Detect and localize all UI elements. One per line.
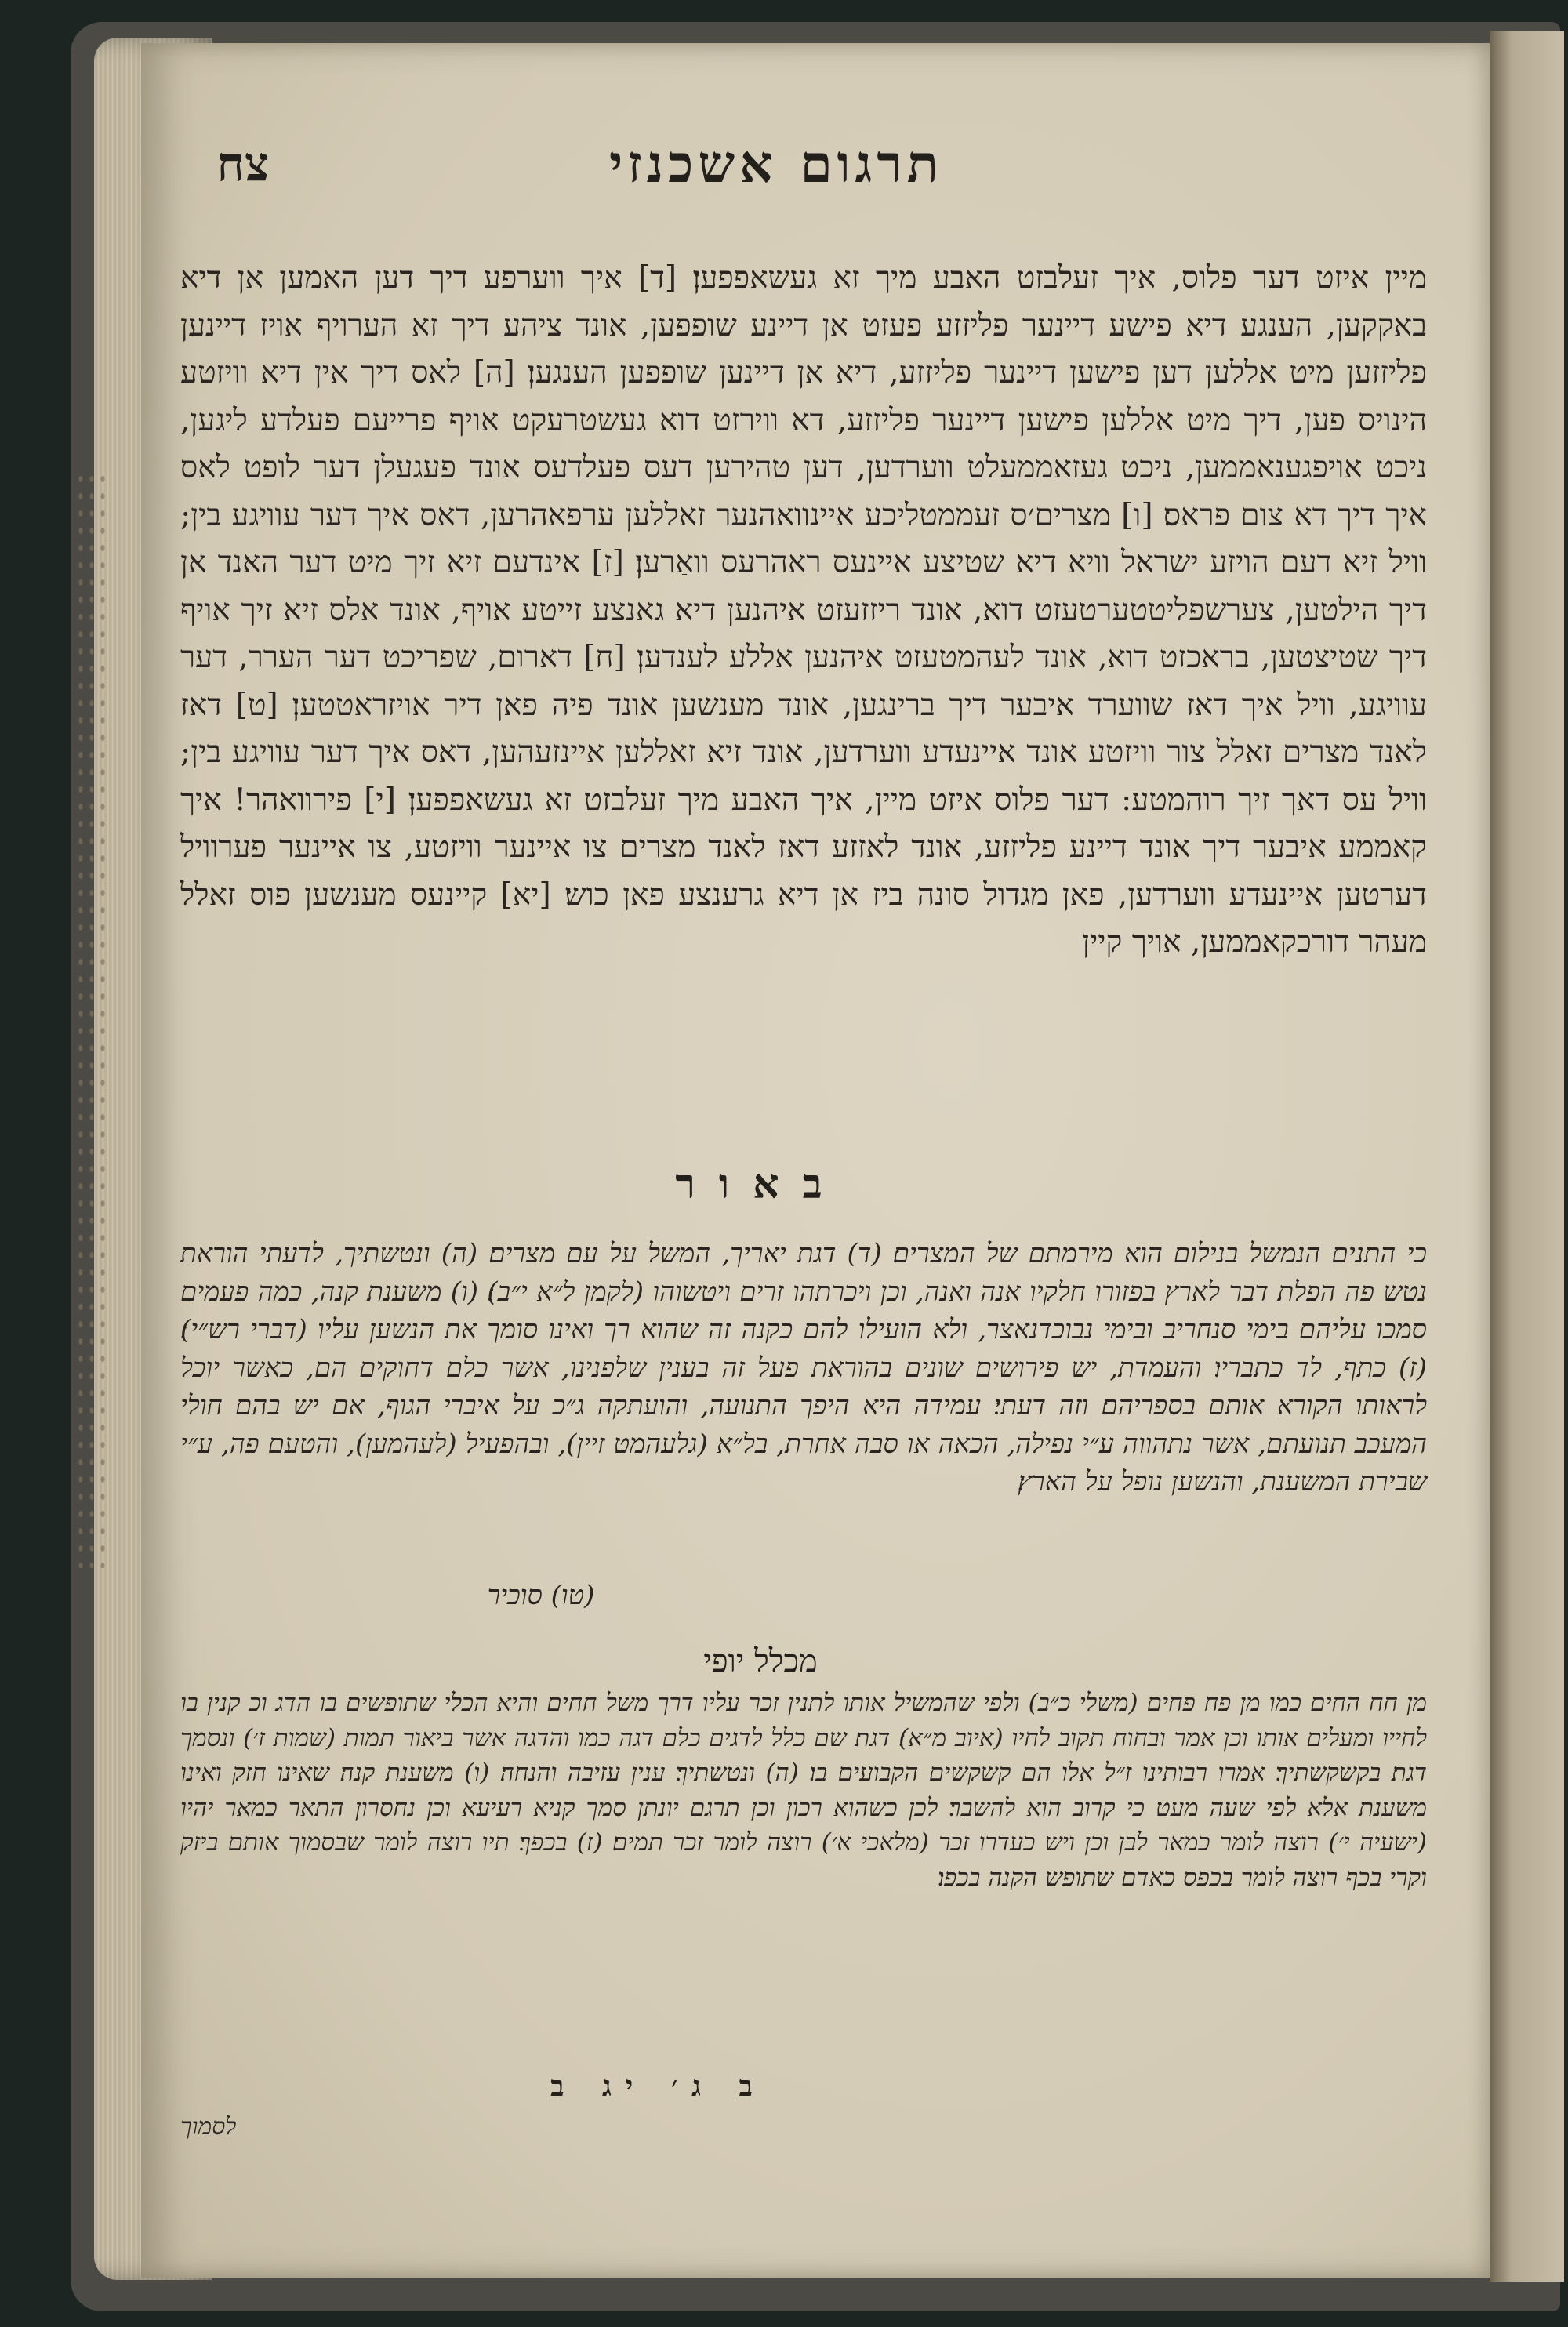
secondary-commentary: מן חח החים כמו מן פח פחים (משלי כ״ב) ולפי שהמשיל אותו לתנין זכר עליו דרך משל חחים והיא הכלי שתופשים בו הדג וכ קנין בו לחייו ומעלים אותו וכן אמר ובחוח תקוב לחיו (איוב מ״א)׃ דגת׃ שם כלל לדגים כלם דגה כמו והדגה אשר ביאור תמות (שמות ז׳) ונסמך דגת׃ בקשקשתיך׃ אמרו רבותינו ז״ל אלו הם קשקשים הקבועים בו׃ (ה) ונטשתיך׃ ענין עזיבה והנחה׃ (ו) משענת קנה׃ שאינו חזק ואינו משענת אלא לפי שעה מעט כי קרוב הוא להשבר׃ לכן כשהוא רכון וכן תרגם יונתן סמך קניא רעיעא וכן נחסרון התאר כמאר יהיו (ישעיה י׳) רוצה לומר כמאר לבן וכן ויש כעדרו זכר (מלאכי א׳) רוצה לומר זכר תמים׃ (ז) בכפך׃ תיו רוצה לומר שבסמוך אותם ביזק וקרי בכף רוצה לומר בכפס כאדם שתופש הקנה בכפו׃ (180, 1689, 1427, 1892)
facing-page (1490, 31, 1564, 2282)
main-text: מיין איזט דער פלוס, איך זעלבזט האבע מיך זא געשאפפען׃ [ד] איך ווערפע דיך דען האמען אן דיא באקקען, הענגע דיא פישע דיינער פליזזע פעזט אן דיינע שופפען, אונד ציהע דיך זא הערויף אויז דיינען פליזזען מיט אללען דען פישען דיינער פליזזע, דיא אן דיינען שופפען הענגען׃ [ה] לאס דיך אין דיא וויזטע הינויס פען, דיך מיט אללען פישען דיינער פליזזע, דא ווירזט דוא געשטרעקט אויף פרייעם פעלדע ליגען, ניכט אויפגענאממען, ניכט געזאממעלט ווערדען, דען טהירען דעס פעלדעס אונד פעגעלן דער לופט לאס איך דיך דא צום פראס׃ [ו] מצרים׳ס זעממטליכע איינוואהנער זאללען ערפאהרען, דאס איך דער עוויגע בין; וויל זיא דעם הויזע ישראל וויא דיא שטיצע איינעס ראהרעס וואַרען׃ [ז] אינדעם זיא זיך מיט דער האנד אן דיך הילטען, צערשפליטטערטעזט דוא, אונד ריזזעזט איהנען דיא גאנצע זייטע אויף, אונד אלס זיא זיך אויף דיך שטיצטען, בראכזט דוא, אונד לעהמטעזט איהנען אללע לענדען׃ [ח] דארום, שפריכט דער הערר, דער עוויגע, וויל איך דאז שווערד איבער דיך ברינגען, אונד מענשען אונד פיה פאן דיר אויזראטטען׃ [ט] דאז לאנד מצרים זאלל צור וויזטע אונד איינעדע ווערדען, אונד זיא זאללען איינזעהען, דאס איך דער עוויגע בין; וויל עס דאך זיך רוהמטע: דער פלוס איזט מיין, איך האבע מיך זעלבזט זא געשאפפען׃ [י] פירוואהר! איך קאממע איבער דיך אונד דיינע פליזזע, אונד לאזזע דאז לאנד מצרים צו איינער וויזטע, צו איינער פערוויל דערטען איינעדע ווערדען, פאן מגדול סונה ביז אן דיא גרענצע פאן כוש׃ [יא] קיינעס מענשען פוס זאלל מעהר דורכקאממען, אויך קיין (180, 260, 1428, 960)
page-number: צח (216, 137, 270, 192)
printer-signature: ב ג׳ יג ב (550, 2070, 767, 2103)
commentary-text: כי התנים הנמשל בנילום הוא מירמתם של המצרים׃ (ד) דגת יאריך, המשל על עם מצרים׃ (ה) ונטשתיך, לדעתי הוראת נטש פה הפלת דבר לארץ בפזורו חלקיו אנה ואנה, וכן ויכרתהו זרים ויטשוהו (לקמן ל״א י״ב)׃ (ו) משענת קנה, כמה פעמים סמכו עליהם בימי סנחריב ובימי נבוכדנאצר, ולא הועילו להם כקנה זה שהוא רך ואינו סומך את הנשען עליו (דברי רש״י)׃ (ז) כתף, לד כתבריו׃ והעמדת, יש פירושים שונים בהוראת פעל זה בענין שלפנינו, אשר כלם דחוקים הם, כאשר יוכל לראותו הקורא אותם בספריהם׃ וזה דעתי׃ עמידה היא היפך התנועה, והועתקה ג״כ על איברי הגוף, אם יש בהם חולי המעכב תנועתם, אשר נתהווה ע״י נפילה, הכאה או סבה אחרת, בל״א (גלעהמט זיין), ובהפעיל (לעהמען), והטעם פה, ע״י שבירת המשענת, והנשען נופל על הארץ׃ (180, 1238, 1428, 1497)
catchword: לסמוך (180, 2113, 237, 2140)
commentary-sign-off: (טו) סוכיר (487, 1580, 595, 1611)
section-heading: באור (675, 1160, 846, 1208)
foxing-spots (75, 470, 107, 1568)
sub-heading: מכלל יופי (703, 1643, 818, 1679)
running-title: תרגום אשכנזי (608, 133, 944, 194)
